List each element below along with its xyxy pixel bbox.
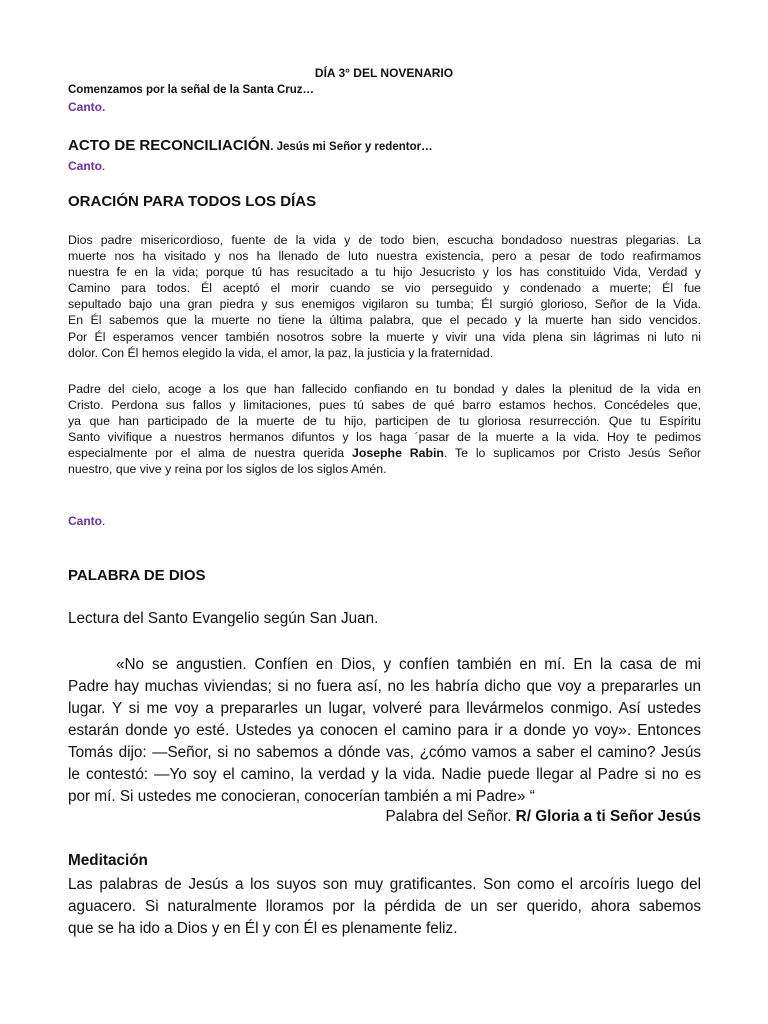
text-line: nuestra fe en la vida; porque tú has resucitado a tu hijo Jesucristo y los has constituido Vida, Verdad y — [68, 265, 701, 280]
text-line: Cristo. Perdona sus fallos y limitaciones, pues tú sabes de qué barro estamos hechos. Concédeles que, — [68, 398, 701, 413]
reconciliation-text: . Jesús mi Señor y redentor… — [270, 141, 433, 153]
prayer-heading: ORACIÓN PARA TODOS LOS DÍAS — [68, 193, 317, 210]
text-line: estarán donde yo esté. Ustedes ya conocen el camino para ir a donde yo voy». Entonces — [68, 722, 701, 739]
text-line: lugar. Y si me voy a prepararles un lugar, volveré para llevármelos conmigo. Así ustedes — [68, 700, 701, 717]
canto-label: Canto — [68, 514, 102, 528]
deceased-name: Josephe Rabin — [352, 446, 444, 461]
text-line: aguacero. Si naturalmente lloramos por la pérdida de un ser querido, ahora sabemos — [68, 898, 701, 915]
meditation-paragraph — [68, 874, 701, 940]
text-line: Tomás dijo: —Señor, si no sabemos a dónde vas, ¿cómo vamos a saber el camino? Jesús — [68, 744, 701, 761]
text-line: Padre del cielo, acoge a los que han fallecido confiando en tu bondad y dales la plenitud de la vida en — [68, 382, 701, 396]
text-line: En Él sabemos que la muerte no tiene la última palabra, que el pecado y la muerte han sido vencidos. — [68, 313, 701, 328]
text-line: Las palabras de Jesús a los suyos son muy gratificantes. Son como el arcoíris luego del — [68, 876, 701, 893]
text-line: Santo vivifique a nuestros hermanos difuntos y los haga ´pasar de la muerte a la vida. Hoy te pedimos — [68, 430, 701, 445]
reconciliation-line — [68, 137, 433, 155]
response: R/ Gloria a ti Señor Jesús — [515, 808, 701, 825]
gospel-closing: Palabra del Señor. R/ Gloria a ti Señor Jesús — [385, 808, 701, 825]
text-line: Dios padre misericordioso, fuente de la vida y de todo bien, escucha bondadoso nuestras plegarias. La — [68, 233, 701, 247]
reconciliation-heading: ACTO DE RECONCILIACIÓN — [68, 137, 271, 154]
reading-intro: Lectura del Santo Evangelio según San Juan. — [68, 610, 379, 627]
meditation-heading: Meditación — [68, 852, 148, 869]
canto-label: Canto. — [68, 100, 106, 114]
gospel-paragraph — [68, 654, 701, 808]
canto-label: Canto — [68, 159, 102, 173]
text-line: le contestó: —Yo soy el camino, la verdad y la vida. Nadie puede llegar al Padre si no es — [68, 766, 701, 783]
page-title: DÍA 3° DEL NOVENARIO — [314, 66, 454, 80]
text-line: ya que han participado de la muerte de tu hijo, participen de tu gloriosa resurrección. Que tu Espíritu — [68, 414, 701, 429]
prayer-paragraph-1 — [68, 232, 701, 361]
text-line: sepultado bajo una gran piedra y sus enemigos vigilaron su tumba; Él surgió glorioso, Señor de la Vida. — [68, 297, 701, 312]
opening-line: Comenzamos por la señal de la Santa Cruz… — [68, 84, 315, 96]
text-line: que se ha ido a Dios y en Él y con Él es plenamente feliz. — [68, 920, 458, 937]
text-line: Padre hay muchas viviendas; si no fuera así, no les habría dicho que voy a prepararles un — [68, 678, 701, 695]
prayer-canto: Canto. — [68, 514, 106, 528]
text-line: muerte nos ha visitado y nos ha llenado de luto nuestra existencia, pero a pesar de todo reafirmamos — [68, 249, 701, 264]
text-line: especialmente por el alma de nuestra querida Josephe Rabin. Te lo suplicamos por Cristo Jesús Señor — [68, 446, 702, 461]
word-heading: PALABRA DE DIOS — [68, 567, 206, 584]
text-line: Por Él esperamos vencer también nosotros sobre la muerte y vivir una vida plena sin lágrimas ni luto ni — [68, 329, 701, 344]
text-line: dolor. Con Él hemos elegido la vida, el amor, la paz, la justicia y la fraternidad. — [68, 345, 494, 360]
reconciliation-canto: Canto. — [68, 159, 106, 173]
text-line: «No se angustien. Confíen en Dios, y confíen también en mí. En la casa de mi — [116, 656, 701, 673]
text-line: nuestro, que vive y reina por los siglos de los siglos Amén. — [68, 462, 387, 477]
text-line: Camino para todos. Él aceptó el morir cuando se vio perseguido y condenado a muerte; Él fue — [68, 281, 701, 296]
text-line: por mí. Si ustedes me conocieran, conocerían también a mi Padre» “ — [68, 788, 535, 805]
prayer-paragraph-2 — [68, 381, 701, 478]
